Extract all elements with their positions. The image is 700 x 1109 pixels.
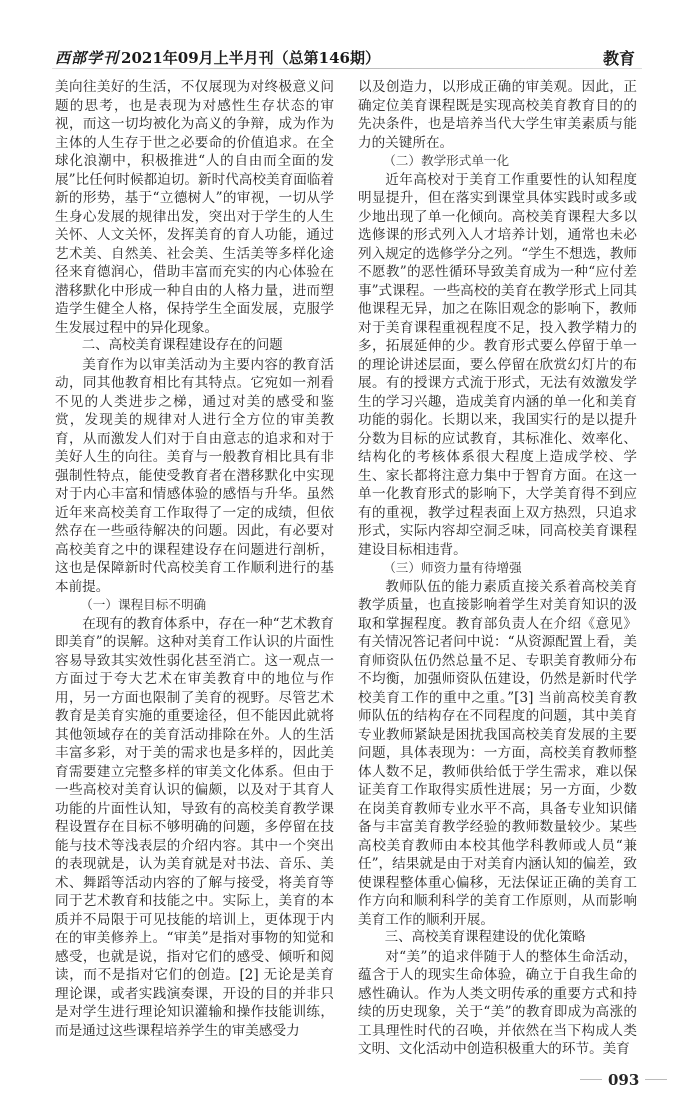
subsection-heading: （一）课程目标不明确 [80, 597, 207, 612]
paragraph: 在现有的教育体系中，存在一种“艺术教育即美育”的误解。这种对美育工作认识的片面性容易导致其实效性弱化甚至消亡。这一观点一方面过于夸大艺术在审美教育中的地位与作用，另一方面也限制了美育的视野。尽管艺术教育是美育实施的重要途径，但不能因此就将其他领域存在的美育活动排除在外。人的生活丰富多彩，对于美的需求也是多样的，因此美育需要建立完整多样的审美文化体系。但由于一些高校对美育认识的偏颇，以及对于其育人功能的片面性认知，导致有的高校美育教学课程设置存在目标不够明确的问题，多停留在技能与技术等浅表层的介绍内容。其中一个突出的表现就是，认为美育就是对书法、音乐、美术、舞蹈等活动内容的了解与接受，将美育等同于艺术教育和技能之中。实际上，美育的本质并不局限于可见技能的培训上，更体现于内在的审美修养上。“审美”是指对事物的知觉和感受，也就是说，指对它们的感受、倾听和阅读，而不是指对它们的创造。[2] 无论是美育理论课，或者实践演奏课，开设的目的并非只是对学生进行理论知识灌输和操作技能训练，而是通过这些课程培养学生的审美感受力 [55, 615, 334, 1039]
page-header [0, 0, 700, 70]
paragraph: 美育作为以审美活动为主要内容的教育活动，同其他教育相比有其特点。它宛如一剂看不见的人类进步之梯，通过对美的感受和鉴赏，发现美的规律对人进行全方位的审美教育，从而激发人们对于自由意志的追求和对于美好人生的向往。美育与一般教育相比具有非强制性特点，能使受教育者在潜移默化中实现对于内心丰富和情感体验的感悟与升华。虽然近年来高校美育工作取得了一定的成绩，但依然存在一些亟待解决的问题。因此，有必要对高校美育之中的课程建设存在问题进行剖析，这也是保障新时代高校美育工作顺利进行的基本前提。 [55, 356, 334, 595]
running-header [55, 47, 380, 68]
decorative-dash [645, 1079, 667, 1080]
section-heading: 二、高校美育课程建设存在的问题 [81, 338, 283, 353]
paragraph: 近年高校对于美育工作重要性的认知程度明显提升，但在落实到课堂具体实践时或多或少地出现了单一化倾向。高校美育课程大多以选修课的形式列入人才培养计划，通常也未必列入规定的选修学分之列。“学生不想选，教师不愿教”的恶性循环导致美育成为一种“应付差事”式课程。一些高校的美育在教学形式上同其他课程无异，加之在陈旧观念的影响下，教师对于美育课程重视程度不足，投入教学精力的多，拓展延伸的少。教育形式要么停留于单一的理论讲述层面，要么停留在欣赏幻灯片的布展。有的授课方式流于形式，无法有效激发学生的学习兴趣，造成美育内涵的单一化和美育功能的弱化。长期以来，我国实行的是以提升分数为目标的应试教育，其标准化、效率化、结构化的考核体系很大程度上造成学校、学生、家长都将注意力集中于智育方面。在这一单一化教育形式的影响下，大学美育得不到应有的重视，教学过程表面上双方热烈，只追求形式，实际内容却空洞乏味，同高校美育课程建设目标相违背。 [358, 171, 637, 558]
header-divider [52, 68, 642, 69]
journal-logo: 西部学刊 [55, 49, 120, 67]
page-number-text: 093 [608, 1070, 640, 1089]
paragraph: 美向往美好的生活，不仅展现为对终极意义问题的思考，也是表现为对感性生存状态的审视，而这一切均被化为高义的争辩，成为作为主体的人生存于世之必要命的价值追求。在全球化浪潮中，积极推进“人的自由而全面的发展”比任何时候都迫切。新时代高校美育面临着新的形势，基于“立德树人”的审视，一切从学生身心发展的规律出发，突出对于学生的人生关怀、人文关怀，发挥美育的育人功能，通过艺术美、自然美、社会美、生活美等多样化途径来育德润心，借助丰富而充实的内心体验在潜移默化中形成一种自由的人格力量，进而塑造学生健全人格，保持学生全面发展，克服学生发展过程中的异化现象。 [55, 79, 334, 336]
issue-info: 2021年09月上半月刊（总第146期） [121, 49, 380, 67]
left-column [55, 78, 334, 1040]
subsection-heading: （二）教学形式单一化 [383, 153, 510, 168]
decorative-dash [580, 1079, 602, 1080]
subsection-heading: （三）师资力量有待增强 [383, 560, 522, 575]
paragraph: 教师队伍的能力素质直接关系着高校美育教学质量，也直接影响着学生对美育知识的汲取和掌握程度。教育部负责人在介绍《意见》有关情况答记者问中说：“从资源配置上看，美育师资队伍仍然总量不足、专职美育教师分布不均衡，加强师资队伍建设，仍然是新时代学校美育工作的重中之重。”[3] 当前高校美育教师队伍的结构存在不同程度的问题，其中美育专业教师紧缺是困扰我国高校美育发展的主要问题，具体表现为：一方面，高校美育教师整体人数不足，教师供给低于学生需求，难以保证美育工作取得实质性进展；另一方面，少数在岗美育教师专业水平不高，具备专业知识储备与丰富美育教学经验的教师数量较少。某些高校美育教师由本校其他学科教师或人员“兼任”，结果就是由于对美育内涵认知的偏差，致使课程整体重心偏移，无法保证正确的美育工作方向和顺利科学的美育工作原则，从而影响美育工作的顺利开展。 [358, 578, 637, 928]
right-column [358, 78, 637, 1059]
paragraph: 以及创造力，以形成正确的审美观。因此，正确定位美育课程既是实现高校美育教育目的的先决条件，也是培养当代大学生审美素质与能力的关键所在。 [358, 79, 637, 151]
body-columns [55, 78, 637, 1059]
page-number [580, 1071, 680, 1089]
paragraph: 对“美”的追求伴随于人的整体生命活动，蕴含于人的现实生命体验，确立于自我生命的感性确认。作为人类文明传承的重要方式和持续的历史现象，关于“美”的教育即成为高涨的工具理性时代的召唤，并依然在当下构成人类文明、文化活动中创造积极重大的环节。美育 [358, 948, 637, 1057]
section-label: 教育 [602, 49, 635, 68]
section-heading: 三、高校美育课程建设的优化策略 [384, 930, 586, 945]
